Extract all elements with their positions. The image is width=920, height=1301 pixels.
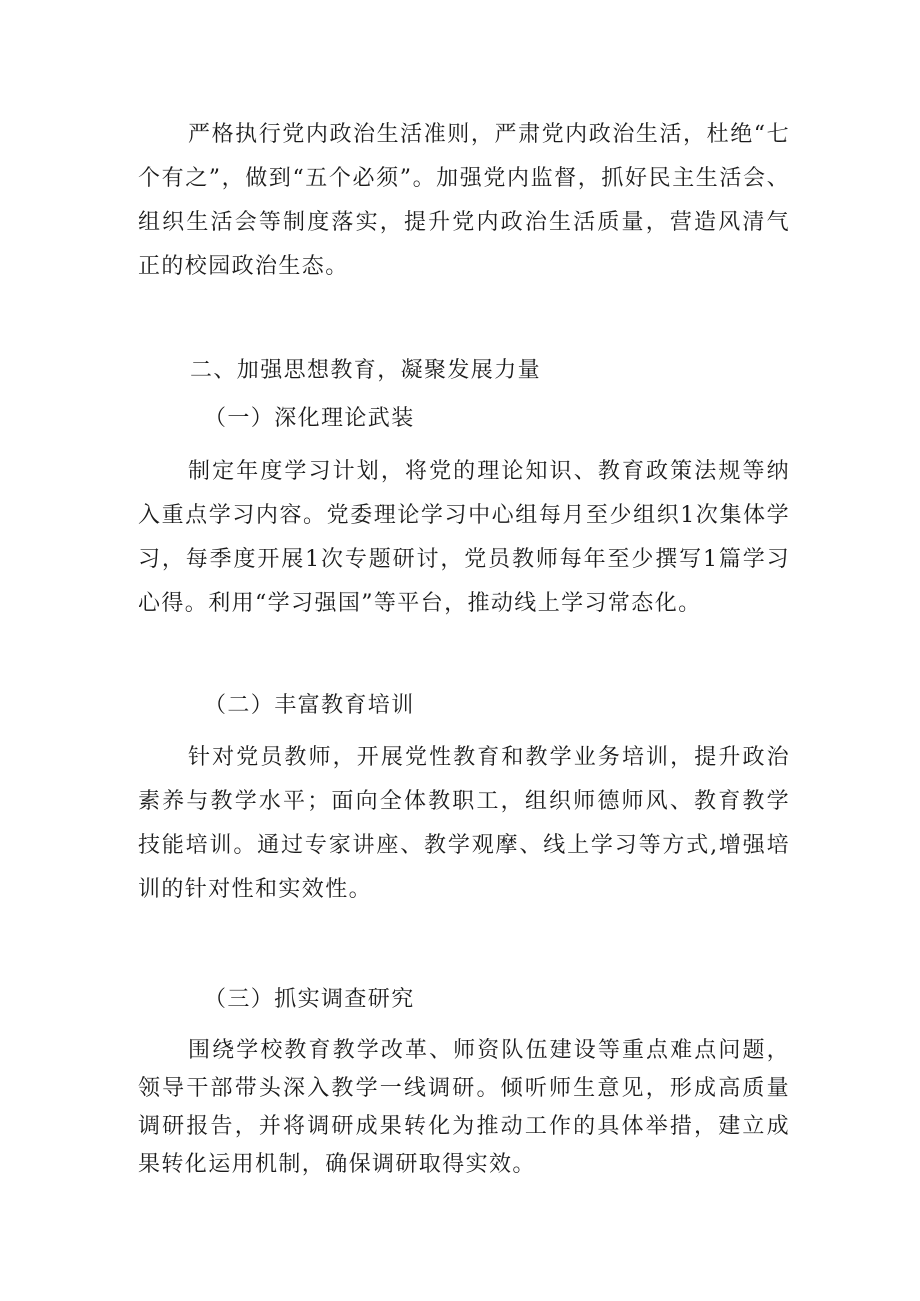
subheading-deepen-theory: （一）深化理论武装 xyxy=(204,406,415,431)
paragraph-study-plan: 制定年度学习计划，将党的理论知识、教育政策法规等纳入重点学习内容。党委理论学习中心组每月至少组织1次集体学习，每季度开展1次专题研讨，党员教师每年至少撰写1篇学习心得。利用“学习强国”等平台，推动线上学习常态化。 xyxy=(138,459,790,616)
section-heading-strengthen-ideological-education: 二、加强思想教育，凝聚发展力量 xyxy=(190,358,542,383)
subheading-education-training: （二）丰富教育培训 xyxy=(204,693,415,718)
paragraph-research: 围绕学校教育教学改革、师资队伍建设等重点难点问题，领导干部带头深入教学一线调研。倾听师生意见，形成高质量调研报告，并将调研成果转化为推动工作的具体举措，建立成果转化运用机制，确保调研取得实效。 xyxy=(138,1038,790,1177)
subheading-investigation-research: （三）抓实调查研究 xyxy=(204,987,415,1012)
paragraph-party-political-life: 严格执行党内政治生活准则，严肃党内政治生活，杜绝“七个有之”，做到“五个必须”。加强党内监督，抓好民主生活会、组织生活会等制度落实，提升党内政治生活质量，营造风清气正的校园政治生态。 xyxy=(138,122,790,279)
paragraph-training: 针对党员教师，开展党性教育和教学业务培训，提升政治素养与教学水平；面向全体教职工，组织师德师风、教育教学技能培训。通过专家讲座、教学观摩、线上学习等方式,增强培训的针对性和实效性。 xyxy=(138,745,790,902)
